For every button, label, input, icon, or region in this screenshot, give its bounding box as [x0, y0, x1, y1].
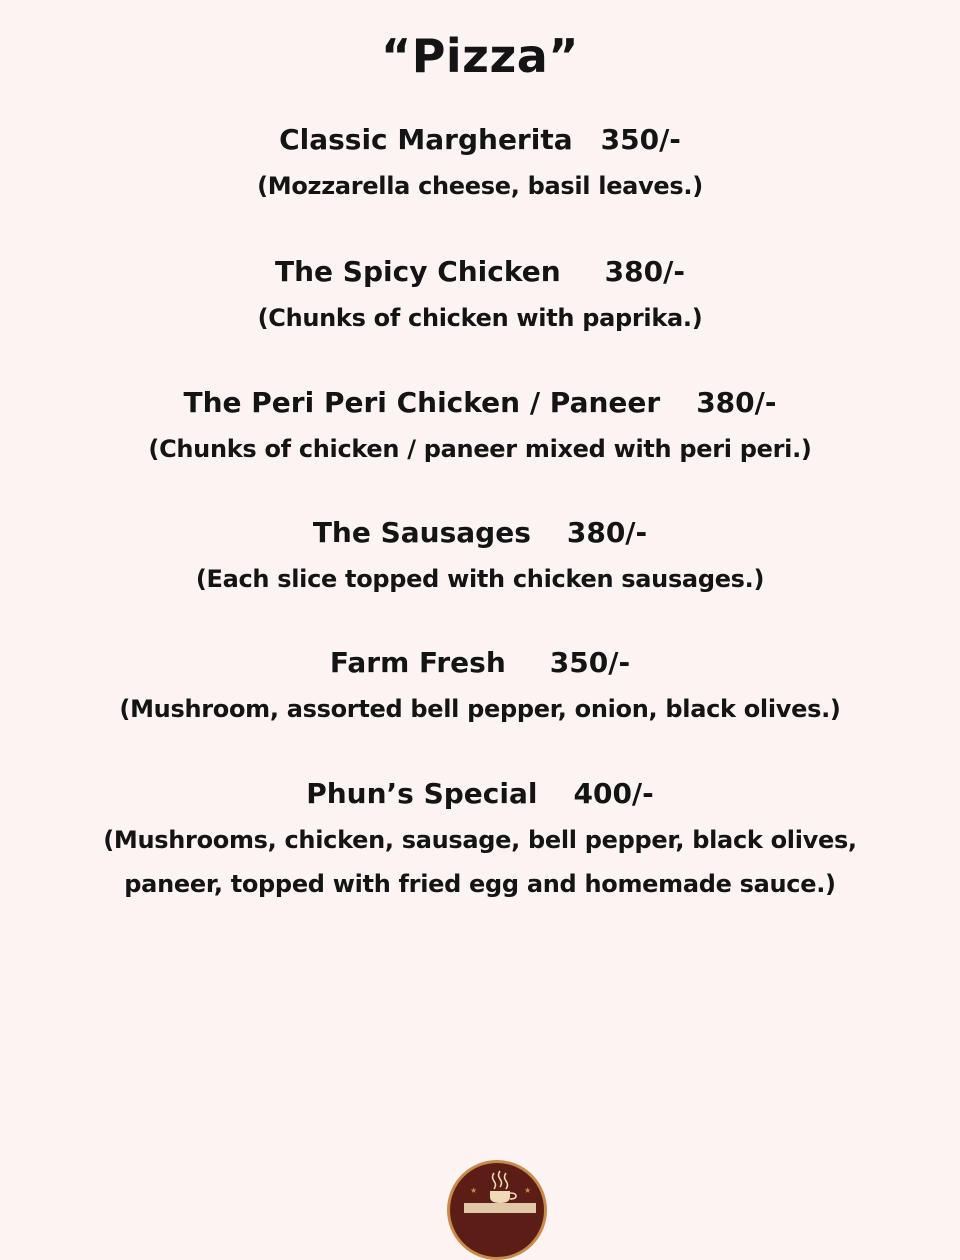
svg-text:★: ★	[470, 1186, 478, 1195]
menu-item-spicy-chicken	[0, 252, 960, 340]
item-description: (Each slice topped with chicken sausages.)	[195, 565, 765, 593]
item-price: 380/-	[604, 255, 685, 288]
item-heading	[0, 774, 960, 818]
item-price: 350/-	[549, 646, 631, 679]
item-name: Phun’s Special	[306, 777, 538, 810]
item-price: 350/-	[600, 123, 681, 156]
item-heading	[0, 252, 960, 296]
item-heading	[0, 513, 960, 557]
svg-text:★: ★	[524, 1186, 532, 1195]
page-title: “Pizza”	[380, 29, 580, 83]
item-description: (Mushrooms, chicken, sausage, bell pepper, black olives,	[103, 826, 857, 854]
item-description: (Chunks of chicken with paprika.)	[257, 304, 703, 332]
menu-item-peri-peri	[0, 383, 960, 471]
item-description: (Mozzarella cheese, basil leaves.)	[257, 172, 703, 200]
item-name: The Spicy Chicken	[275, 255, 561, 288]
item-name: The Sausages	[312, 516, 531, 549]
item-price: 380/-	[696, 386, 777, 419]
menu-item-classic-margherita	[0, 120, 960, 208]
item-name: Classic Margherita	[279, 123, 573, 156]
menu-item-phuns-special	[0, 774, 960, 906]
menu-item-sausages	[0, 513, 960, 601]
item-name: Farm Fresh	[329, 646, 506, 679]
item-heading	[0, 643, 960, 687]
item-description-line-2: paneer, topped with fried egg and homemade sauce.)	[124, 870, 836, 898]
menu-item-farm-fresh	[0, 643, 960, 731]
cafe-logo	[447, 1160, 547, 1260]
item-description: (Mushroom, assorted bell pepper, onion, black olives.)	[119, 695, 841, 723]
item-description: (Chunks of chicken / paneer mixed with peri peri.)	[148, 435, 812, 463]
item-price: 400/-	[573, 777, 654, 810]
item-heading	[0, 383, 960, 427]
coffee-cup-logo-icon	[450, 1163, 547, 1260]
item-name: The Peri Peri Chicken / Paneer	[183, 386, 661, 419]
item-heading	[0, 120, 960, 164]
item-price: 380/-	[566, 516, 648, 549]
